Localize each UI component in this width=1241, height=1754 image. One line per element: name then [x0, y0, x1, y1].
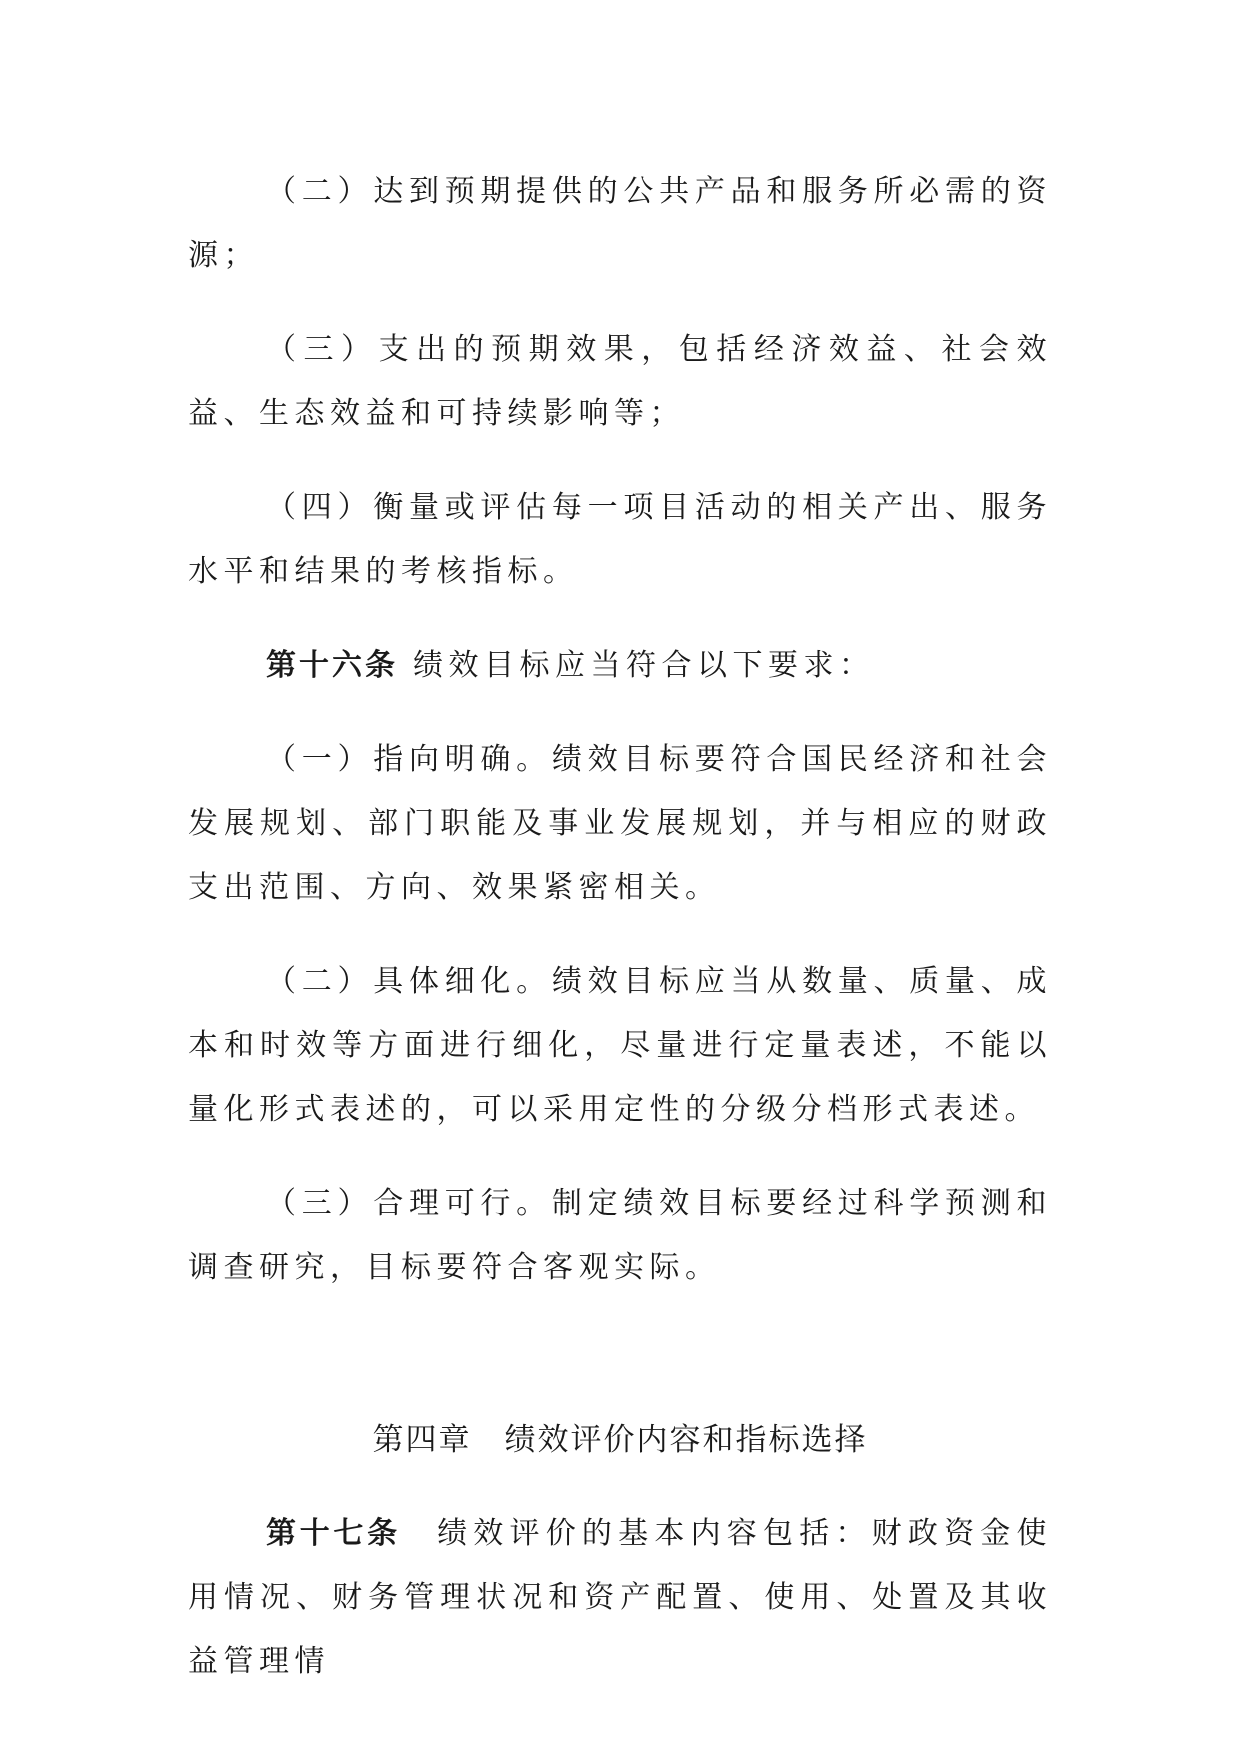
article-16-label: 第十六条: [266, 648, 398, 683]
paragraph-item-4: （四）衡量或评估每一项目活动的相关产出、服务水平和结果的考核指标。: [188, 490, 1052, 589]
article-17-text: 绩效评价的基本内容包括：财政资金使用情况、财务管理状况和资产配置、使用、处置及其收益管理情: [188, 1516, 1053, 1679]
article-16-item-3: （三）合理可行。制定绩效目标要经过科学预测和调查研究，目标要符合客观实际。: [188, 1186, 1052, 1285]
document-page: [188, 160, 1052, 1724]
article-16: [188, 634, 1052, 698]
paragraph-item-3: （三）支出的预期效果，包括经济效益、社会效益、生态效益和可持续影响等；: [188, 332, 1052, 431]
chapter-heading: 第四章 绩效评价内容和指标选择: [372, 1422, 868, 1458]
article-17-label: 第十七条: [266, 1516, 401, 1551]
paragraph-item-2: （二）达到预期提供的公共产品和服务所必需的资源；: [188, 174, 1052, 273]
article-16-item-1: （一）指向明确。绩效目标要符合国民经济和社会发展规划、部门职能及事业发展规划，并与相应的财政支出范围、方向、效果紧密相关。: [188, 742, 1052, 905]
article-17: [188, 1502, 1052, 1694]
article-16-text: 绩效目标应当符合以下要求：: [398, 648, 875, 683]
article-16-item-2: （二）具体细化。绩效目标应当从数量、质量、成本和时效等方面进行细化，尽量进行定量表述，不能以量化形式表述的，可以采用定性的分级分档形式表述。: [188, 964, 1052, 1127]
